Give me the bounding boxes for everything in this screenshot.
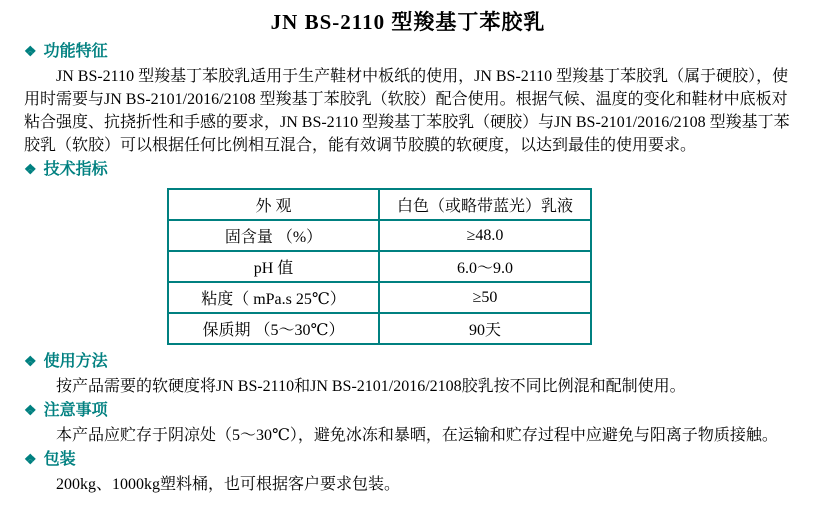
section-heading-specs-label: 技术指标 [43,161,108,178]
section-packaging [0,450,816,496]
section-heading-features [24,42,816,63]
section-usage [0,352,816,398]
spec-value: 6.0～9.0 [379,251,591,282]
section-notes [0,401,816,447]
document-title: JN BS-2110 型羧基丁苯胶乳 [270,10,546,34]
section-features [0,42,816,157]
table-row [168,251,591,282]
section-heading-specs [24,160,816,181]
section-heading-packaging [24,450,816,471]
diamond-bullet-icon: ❖ [24,453,37,468]
spec-label: 外 观 [168,189,379,220]
diamond-bullet-icon: ❖ [24,163,37,178]
notes-paragraph: 本产品应贮存于阴凉处（5～30℃），避免冰冻和暴晒，在运输和贮存过程中应避免与阳离子物质接触。 [56,427,778,444]
diamond-bullet-icon: ❖ [24,45,37,60]
table-row [168,189,591,220]
section-heading-packaging-label: 包装 [43,451,76,468]
spec-value: ≥50 [379,282,591,313]
spec-value: 白色（或略带蓝光）乳液 [379,189,591,220]
section-specs [0,160,816,345]
spec-label: 粘度（ mPa.s 25℃） [168,282,379,313]
section-heading-notes [24,401,816,422]
table-row [168,282,591,313]
spec-label: 保质期 （5～30℃） [168,313,379,344]
section-heading-notes-label: 注意事项 [43,402,108,419]
usage-paragraph: 按产品需要的软硬度将JN BS-2110和JN BS-2101/2016/2108胶乳按不同比例混和配制使用。 [56,378,686,395]
specs-table [167,188,592,345]
spec-value: ≥48.0 [379,220,591,251]
spec-value: 90天 [379,313,591,344]
diamond-bullet-icon: ❖ [24,404,37,419]
section-heading-features-label: 功能特征 [43,43,108,60]
section-heading-usage [24,352,816,373]
features-paragraph: JN BS-2110 型羧基丁苯胶乳适用于生产鞋材中板纸的使用，JN BS-2110 型羧基丁苯胶乳（属于硬胶），使用时需要与JN BS-2101/2016/2108 型羧基丁苯胶乳（软胶）配合使用。根据气候、温度的变化和鞋材中底板对粘合强度、抗挠折性和手感的要求，JN BS-2110 型羧基丁苯胶乳（硬胶）与JN BS-2101/2016/2108 型羧基丁苯胶乳（软胶）可以根据任何比例相互混合，能有效调节胶膜的软硬度，以达到最佳的使用要求。 [24,68,790,154]
spec-label: 固含量 （%） [168,220,379,251]
spec-label: pH 值 [168,251,379,282]
packaging-paragraph: 200kg、1000kg塑料桶，也可根据客户要求包装。 [56,476,401,493]
diamond-bullet-icon: ❖ [24,355,37,370]
section-heading-usage-label: 使用方法 [43,353,108,370]
table-row [168,220,591,251]
table-row [168,313,591,344]
